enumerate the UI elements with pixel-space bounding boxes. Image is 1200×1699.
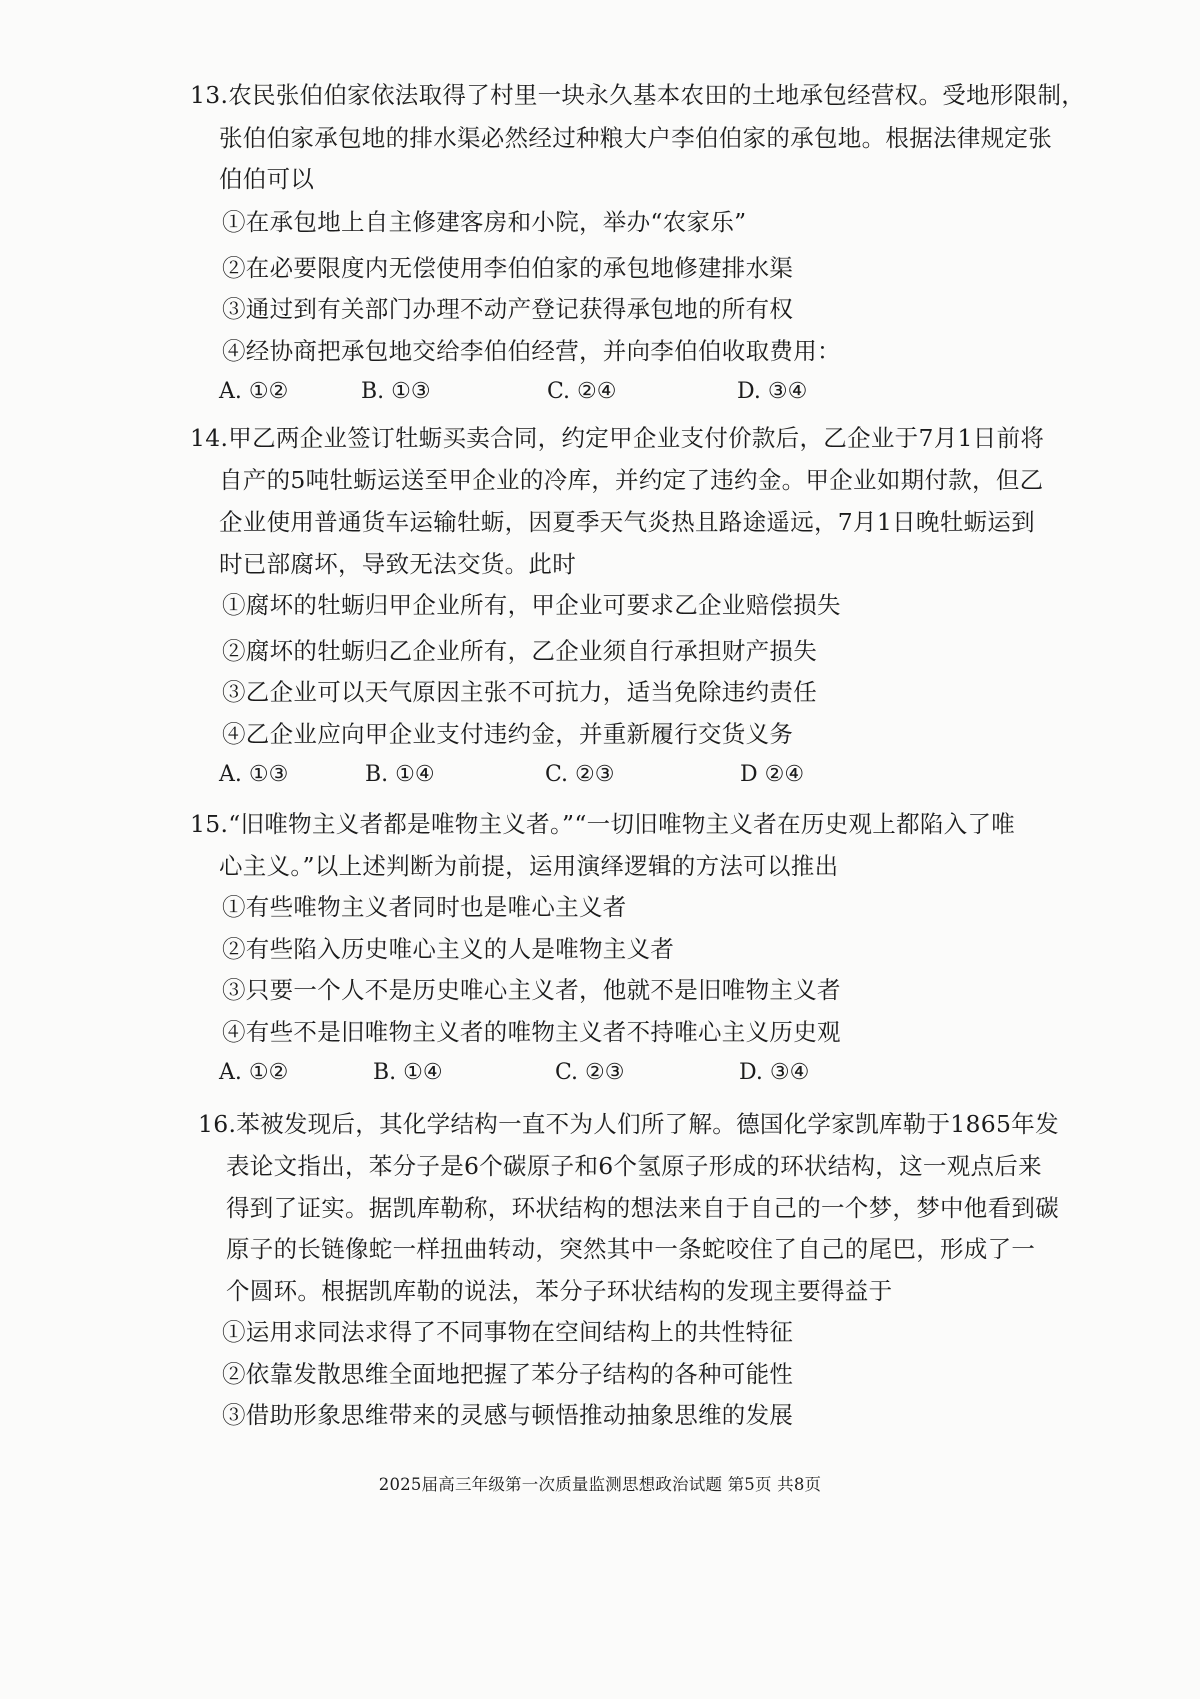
option-statement: ①有些唯物主义者同时也是唯心主义者 — [222, 893, 627, 921]
page-footer: 2025届高三年级第一次质量监测思想政治试题 第5页 共8页 — [378, 1475, 822, 1494]
question-stem-line: 原子的长链像蛇一样扭曲转动，突然其中一条蛇咬住了自己的尾巴，形成了一 — [226, 1235, 1036, 1263]
option-statement: ④有些不是旧唯物主义者的唯物主义者不持唯心主义历史观 — [222, 1018, 841, 1046]
choice-a: A. ①② — [219, 1060, 289, 1085]
choice-a: A. ①② — [219, 379, 289, 404]
option-statement: ③只要一个人不是历史唯心主义者，他就不是旧唯物主义者 — [222, 976, 841, 1004]
option-statement: ①腐坏的牡蛎归甲企业所有，甲企业可要求乙企业赔偿损失 — [222, 591, 841, 619]
option-statement: ④乙企业应向甲企业支付违约金，并重新履行交货义务 — [222, 720, 794, 748]
option-statement: ②腐坏的牡蛎归乙企业所有，乙企业须自行承担财产损失 — [222, 637, 817, 665]
choice-d: D ②④ — [740, 762, 805, 787]
question-stem-line: 个圆环。根据凯库勒的说法，苯分子环状结构的发现主要得益于 — [226, 1277, 893, 1305]
option-statement: ①在承包地上自主修建客房和小院，举办“农家乐” — [222, 208, 747, 236]
choice-d: D. ③④ — [737, 379, 808, 404]
choice-c: C. ②④ — [547, 379, 617, 404]
choice-b: B. ①④ — [373, 1060, 443, 1085]
option-statement: ②依靠发散思维全面地把握了苯分子结构的各种可能性 — [222, 1360, 794, 1388]
question-stem-line: 心主义。”以上述判断为前提，运用演绎逻辑的方法可以推出 — [219, 852, 839, 880]
option-statement: ①运用求同法求得了不同事物在空间结构上的共性特征 — [222, 1318, 794, 1346]
option-statement: ③通过到有关部门办理不动产登记获得承包地的所有权 — [222, 295, 794, 323]
choice-a: A. ①③ — [219, 762, 289, 787]
question-stem-line: 13.农民张伯伯家依法取得了村里一块永久基本农田的土地承包经营权。受地形限制， — [190, 81, 1086, 109]
question-stem-line: 表论文指出，苯分子是6个碳原子和6个氢原子形成的环状结构，这一观点后来 — [226, 1152, 1042, 1180]
choice-b: B. ①④ — [365, 762, 435, 787]
question-stem-line: 得到了证实。据凯库勒称，环状结构的想法来自于自己的一个梦，梦中他看到碳 — [226, 1194, 1059, 1222]
question-stem-line: 14.甲乙两企业签订牡蛎买卖合同，约定甲企业支付价款后，乙企业于7月1日前将 — [190, 424, 1045, 452]
choice-c: C. ②③ — [545, 762, 615, 787]
question-stem-line: 伯伯可以 — [219, 165, 315, 193]
option-statement: ②在必要限度内无偿使用李伯伯家的承包地修建排水渠 — [222, 254, 794, 282]
choice-d: D. ③④ — [739, 1060, 810, 1085]
question-stem-line: 自产的5吨牡蛎运送至甲企业的冷库，并约定了违约金。甲企业如期付款，但乙 — [219, 466, 1044, 494]
choice-c: C. ②③ — [555, 1060, 625, 1085]
question-stem-line: 时已部腐坏，导致无法交货。此时 — [219, 550, 576, 578]
option-statement: ②有些陷入历史唯心主义的人是唯物主义者 — [222, 935, 675, 963]
question-stem-line: 企业使用普通货车运输牡蛎，因夏季天气炎热且路途遥远，7月1日晚牡蛎运到 — [219, 508, 1035, 536]
question-stem-line: 张伯伯家承包地的排水渠必然经过种粮大户李伯伯家的承包地。根据法律规定张 — [219, 124, 1052, 152]
option-statement: ④经协商把承包地交给李伯伯经营，并向李伯伯收取费用： — [222, 337, 841, 365]
question-stem-line: 15.“旧唯物主义者都是唯物主义者。”“一切旧唯物主义者在历史观上都陷入了唯 — [190, 810, 1016, 838]
option-statement: ③借助形象思维带来的灵感与顿悟推动抽象思维的发展 — [222, 1401, 794, 1429]
choice-b: B. ①③ — [361, 379, 431, 404]
option-statement: ③乙企业可以天气原因主张不可抗力，适当免除违约责任 — [222, 678, 817, 706]
question-stem-line: 16.苯被发现后，其化学结构一直不为人们所了解。德国化学家凯库勒于1865年发 — [198, 1110, 1059, 1138]
